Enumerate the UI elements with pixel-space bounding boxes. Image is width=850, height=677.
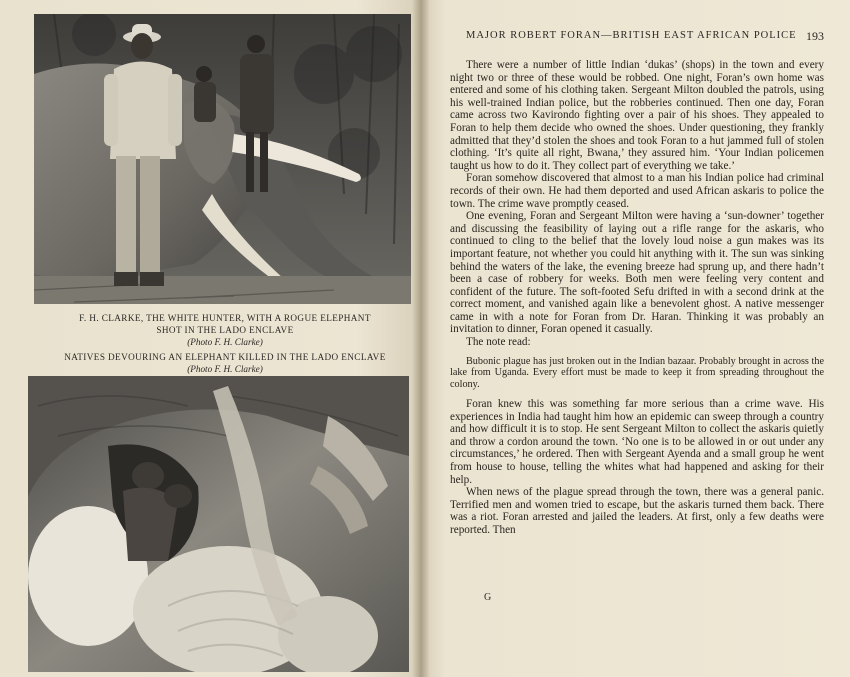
paragraph-3: One evening, Foran and Sergeant Milton were having a ‘sun-downer’ together and discussing the feasibility of laying out a rifle range for the askaris, who continued to cling to the belief that the lovely loud noise a gun makes was its important feature, not whether you could hit anything with it. The sun was sinking behind the waters of the lake, the evening breeze had sprung up, and there hadn’t been a case of robbery for weeks. Both men were feeling very content and confident of the future. The soft-footed Sefu drifted in with a second drink at the correct moment, and vanished again like a benevolent ghost. A native messenger came in with a note for Foran from Dr. Haran. Thinking it was probably an invitation to dinner, Foran opened it casually. [450,210,824,336]
caption-bottom [40,351,410,375]
photo-hunter-elephant-image [34,14,411,304]
photo-hunter-elephant [34,14,411,304]
caption-bottom-line1: NATIVES DEVOURING AN ELEPHANT KILLED IN THE LADO ENCLAVE [64,352,386,362]
running-head [466,30,824,41]
photo-natives-elephant-image [28,376,409,672]
paragraph-4: The note read: [466,336,531,349]
caption-bottom-credit: (Photo F. H. Clarke) [187,364,263,374]
page-number: 193 [806,29,824,43]
body-text [450,59,824,537]
book-gutter [412,0,430,677]
running-head-title: MAJOR ROBERT FORAN—BRITISH EAST AFRICAN POLICE [466,30,797,41]
paragraph-1: There were a number of little Indian ‘dukas’ (shops) in the town and every night two or three of these would be robbed. One night, Foran’s own home was entered and some of his clothing taken. Sergeant Milton doubled the patrols, using his well-trained Indian police, but the robberies continued. Then one day, Foran came across two Kavirondo fighting over a pair of his shoes. They appealed to Foran to help them decide who owned the shoes. Under questioning, they frankly admitted that they’d stolen the shoes and took Foran to a hut jammed full of stolen clothing. ‘It’s quite all right, Bwana,’ they assured him. ‘Your Indian policemen taught us how to do it. They collect part of everything we take.’ [450,59,824,172]
paragraph-2: Foran somehow discovered that almost to a man his Indian police had criminal records of their own. He had them deported and used African askaris to police the town. The crime wave promptly ceased. [450,172,824,210]
caption-top-line2: SHOT IN THE LADO ENCLAVE [156,325,294,335]
quoted-note: Bubonic plague has just broken out in the Indian bazaar. Probably brought in across the lake from Uganda. Every effort must be made to keep it from spreading throughout the colony. [450,355,824,391]
caption-top-line1: F. H. CLARKE, THE WHITE HUNTER, WITH A ROGUE ELEPHANT [79,313,371,323]
paragraph-6: When news of the plague spread through the town, there was a general panic. Terrified men and women tried to escape, but the askaris turned them back. There was a riot. Foran arrested and jailed the leaders. At first, only a few deaths were reported. Then [450,486,824,536]
photo-natives-elephant [28,376,409,672]
signature-mark: G [484,592,492,603]
paragraph-5: Foran knew this was something far more serious than a crime wave. His experiences in India had taught him how an epidemic can sweep through a country and how difficult it is to stop. He sent Sergeant Milton to collect the askaris quietly and throw a cordon around the town. ‘No one is to be allowed in or out under any circumstances,’ he ordered. Then with Sergeant Ayenda and a small group he went from house to house, telling the whites what had happened and asking for their help. [450,398,824,486]
caption-top [40,312,410,348]
caption-top-credit: (Photo F. H. Clarke) [187,337,263,347]
left-page [0,0,420,677]
